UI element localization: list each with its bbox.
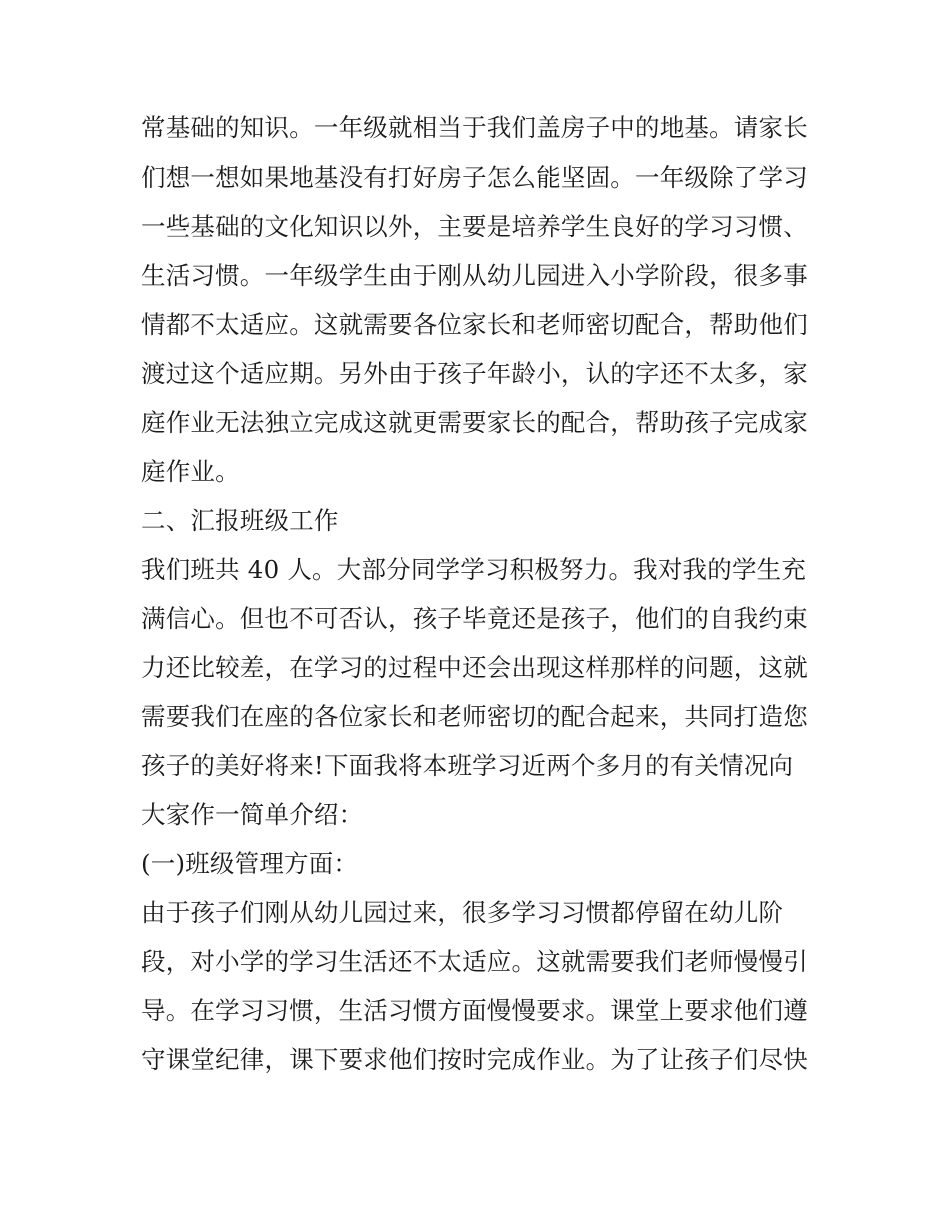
text-line: 渡过这个适应期。另外由于孩子年龄小，认的字还不太多，家	[141, 359, 808, 388]
subsection-heading: (一)班级管理方面：	[141, 849, 359, 878]
text-line: 一些基础的文化知识以外，主要是培养学生良好的学习习惯、	[141, 212, 808, 241]
text-line: 段，对小学的学习生活还不太适应。这就需要我们老师慢慢引	[141, 947, 808, 976]
text-line: 们想一想如果地基没有打好房子怎么能坚固。一年级除了学习	[141, 163, 808, 192]
text-line: 孩子的美好将来!下面我将本班学习近两个多月的有关情况向	[141, 751, 794, 780]
text-line: 守课堂纪律，课下要求他们按时完成作业。为了让孩子们尽快	[141, 1045, 808, 1074]
text-line: 大家作一简单介绍：	[141, 800, 364, 829]
text-line: 导。在学习习惯，生活习惯方面慢慢要求。课堂上要求他们遵	[141, 996, 808, 1025]
text-line: 力还比较差，在学习的过程中还会出现这样那样的问题，这就	[141, 653, 808, 682]
text-line: 庭作业无法独立完成这就更需要家长的配合，帮助孩子完成家	[141, 408, 808, 437]
text-line: 需要我们在座的各位家长和老师密切的配合起来，共同打造您	[141, 702, 808, 731]
text-line: 常基础的知识。一年级就相当于我们盖房子中的地基。请家长	[141, 113, 808, 142]
text-line: 生活习惯。一年级学生由于刚从幼儿园进入小学阶段，很多事	[141, 261, 808, 290]
text-line: 满信心。但也不可否认，孩子毕竟还是孩子，他们的自我约束	[141, 604, 808, 633]
text-line: 我们班共 40 人。大部分同学学习积极努力。我对我的学生充	[141, 555, 807, 584]
text-line: 情都不太适应。这就需要各位家长和老师密切配合，帮助他们	[141, 310, 808, 339]
section-heading: 二、汇报班级工作	[141, 506, 339, 535]
text-line: 由于孩子们刚从幼儿园过来，很多学习习惯都停留在幼儿阶	[141, 898, 784, 927]
text-line: 庭作业。	[141, 457, 240, 486]
